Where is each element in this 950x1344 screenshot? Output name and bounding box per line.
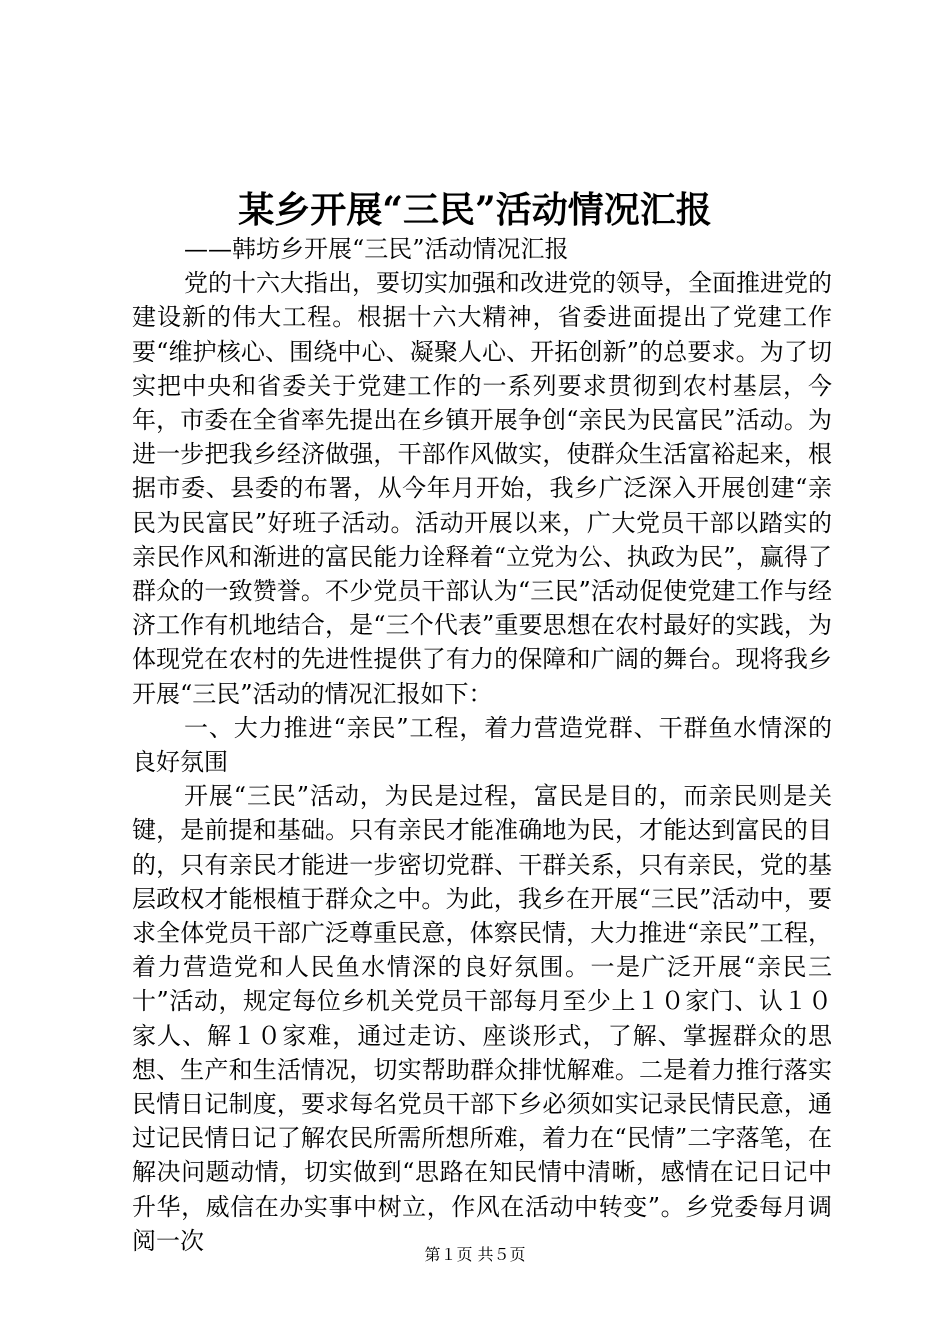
document-title: 某乡开展“三民”活动情况汇报: [238, 189, 712, 231]
paragraph-section-1: 开展“三民”活动，为民是过程，富民是目的，而亲民则是关键，是前提和基础。只有亲民才能准确地为民，才能达到富民的目的，只有亲民才能进一步密切党群、干群关系，只有亲民，党的基层政权才能根植于群众之中。为此，我乡在开展“三民”活动中，要求全体党员干部广泛尊重民意，体察民情，大力推进“亲民”工程，着力营造党和人民鱼水情深的良好氛围。一是广泛开展“亲民三十”活动，规定每位乡机关党员干部每月至少上１０家门、认１０家人、解１０家难，通过走访、座谈形式，了解、掌握群众的思想、生产和生活情况，切实帮助群众排忧解难。二是着力推行落实民情日记制度，要求每名党员干部下乡必须如实记录民情民意，通过记民情日记了解农民所需所想所难，着力在“民情”二字落笔，在解决问题动情，切实做到“思路在知民情中清晰，感情在记日记中升华，威信在办实事中树立，作风在活动中转变”。乡党委每月调阅一次: [132, 782, 832, 1255]
paragraph-intro: 党的十六大指出，要切实加强和改进党的领导，全面推进党的建设新的伟大工程。根据十六大精神，省委进面提出了党建工作要“维护核心、围绕中心、凝聚人心、开拓创新”的总要求。为了切实把中央和省委关于党建工作的一系列要求贯彻到农村基层，今年，市委在全省率先提出在乡镇开展争创“亲民为民富民”活动。为进一步把我乡经济做强，干部作风做实，使群众生活富裕起来，根据市委、县委的布署，从今年月开始，我乡广泛深入开展创建“亲民为民富民”好班子活动。活动开展以来，广大党员干部以踏实的亲民作风和渐进的富民能力诠释着“立党为公、执政为民”，赢得了群众的一致赞誉。不少党员干部认为“三民”活动促使党建工作与经济工作有机地结合，是“三个代表”重要思想在农村最好的实践，为体现党在农村的先进性提供了有力的保障和广阔的舞台。现将我乡开展“三民”活动的情况汇报如下：: [132, 269, 832, 708]
document-body: [132, 232, 832, 1258]
document-subtitle: ——韩坊乡开展“三民”活动情况汇报: [184, 235, 569, 263]
page-number-footer: 第１页 共５页: [424, 1245, 526, 1264]
section-heading-1: 一、大力推进“亲民”工程，着力营造党群、干群鱼水情深的良好氛围: [132, 713, 832, 777]
